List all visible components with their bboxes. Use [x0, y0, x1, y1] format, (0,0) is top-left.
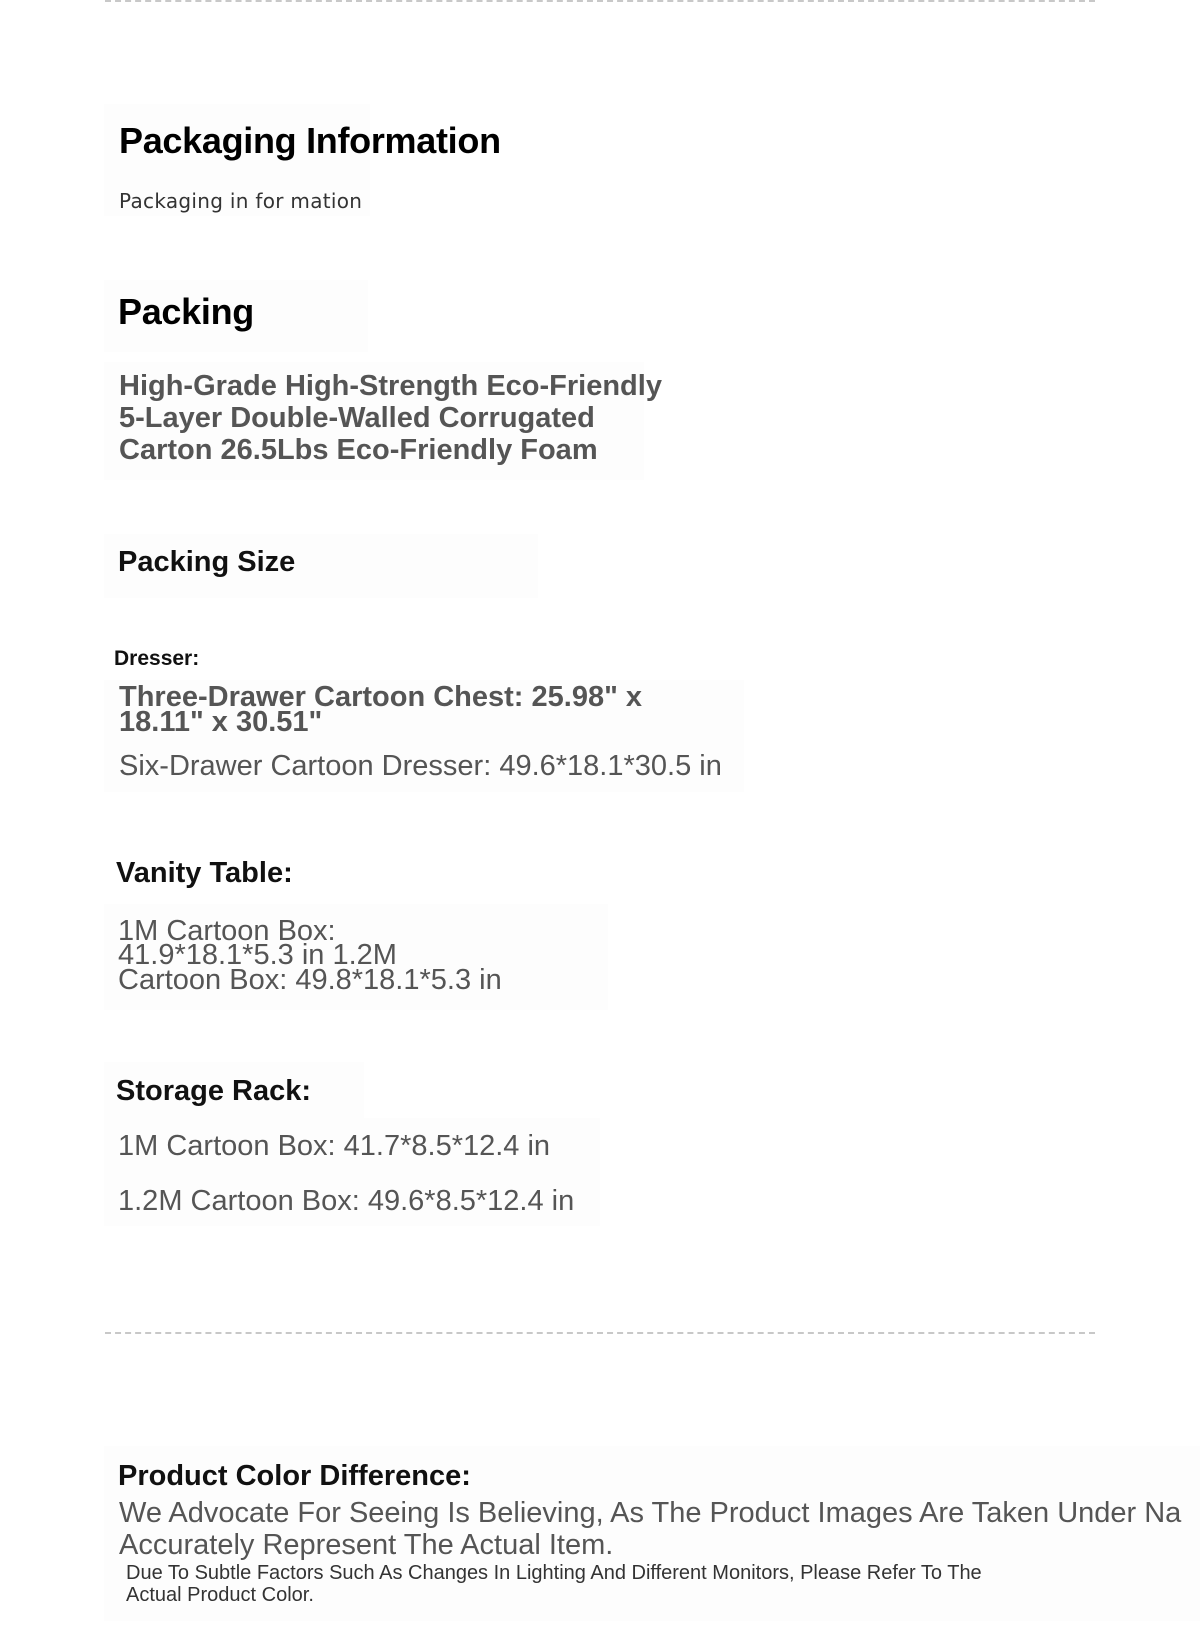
packing-description-line-1: High-Grade High-Strength Eco-Friendly [119, 370, 662, 402]
color-difference-text-line-2: Accurately Represent The Actual Item. [119, 1529, 614, 1561]
storage-rack-label: Storage Rack: [116, 1075, 312, 1107]
three-drawer-chest-size-line-1: Three-Drawer Cartoon Chest: 25.98" x [119, 681, 643, 713]
color-difference-note-line-2: Actual Product Color. [126, 1584, 314, 1606]
vanity-table-size-line-3: Cartoon Box: 49.8*18.1*5.3 in [118, 964, 502, 996]
vanity-table-label: Vanity Table: [116, 857, 293, 889]
packing-size-title: Packing Size [118, 546, 296, 578]
color-difference-text-line-1: We Advocate For Seeing Is Believing, As The Product Images Are Taken Under Na [119, 1497, 1182, 1529]
vanity-table-size-line-1: 1M Cartoon Box: [118, 915, 336, 947]
packaging-information-subtitle: Packaging in for mation [119, 189, 363, 213]
color-difference-title: Product Color Difference: [118, 1460, 471, 1492]
dresser-label: Dresser: [114, 647, 200, 670]
packing-title: Packing [118, 291, 254, 332]
three-drawer-chest-size-line-2: 18.11" x 30.51" [119, 706, 323, 738]
top-divider [105, 0, 1095, 2]
storage-rack-1m-box-size: 1M Cartoon Box: 41.7*8.5*12.4 in [118, 1130, 551, 1162]
six-drawer-dresser-size: Six-Drawer Cartoon Dresser: 49.6*18.1*30.5 in [119, 750, 722, 782]
storage-rack-1-2m-box-size: 1.2M Cartoon Box: 49.6*8.5*12.4 in [118, 1185, 575, 1217]
section-divider [105, 1332, 1095, 1334]
packing-description-line-3: Carton 26.5Lbs Eco-Friendly Foam [119, 434, 598, 466]
color-difference-note-line-1: Due To Subtle Factors Such As Changes In Lighting And Different Monitors, Please Refer To The [126, 1562, 982, 1584]
vanity-table-size-line-2: 41.9*18.1*5.3 in 1.2M [118, 939, 397, 971]
packing-description-line-2: 5-Layer Double-Walled Corrugated [119, 402, 595, 434]
packaging-information-title: Packaging Information [119, 120, 501, 161]
